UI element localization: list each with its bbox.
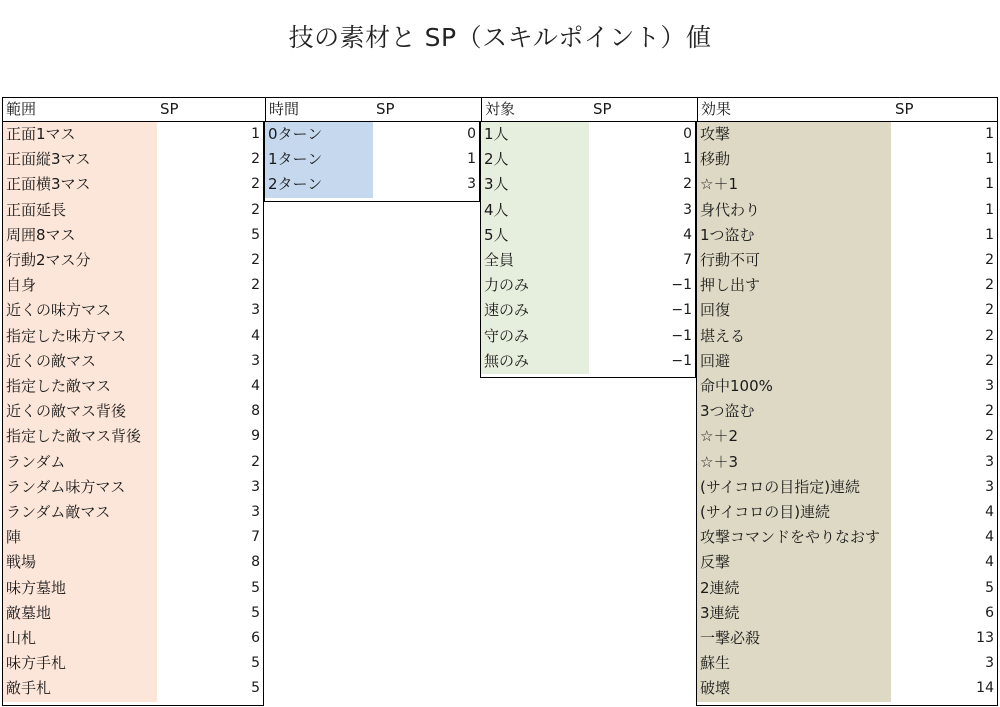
range-sp-value: 2 [251, 277, 260, 294]
header-effect-sp: SP [895, 100, 914, 118]
range-row [3, 198, 263, 223]
target-row [481, 298, 695, 323]
effect-row [697, 450, 997, 475]
range-row [3, 475, 263, 500]
effect-row [697, 122, 997, 147]
range-sp-value: 3 [251, 504, 260, 520]
target-sp-value: 0 [683, 126, 692, 142]
range-sp-value: 3 [251, 302, 260, 319]
range-sp-value: 2 [251, 151, 260, 168]
effect-row [697, 651, 997, 676]
target-sp-value: 7 [683, 252, 692, 268]
range-label: 敵墓地 [3, 601, 157, 626]
range-sp-value: 5 [251, 604, 260, 621]
range-sp-value: 1 [251, 126, 260, 142]
time-sp-value: 0 [467, 126, 476, 142]
range-row [3, 298, 263, 323]
effect-label: 堪える [697, 324, 891, 349]
effect-row [697, 576, 997, 601]
range-sp-value: 2 [251, 453, 260, 470]
target-label: 力のみ [481, 273, 589, 298]
header-divider [481, 98, 482, 121]
range-label: 正面延長 [3, 198, 157, 223]
range-row [3, 273, 263, 298]
range-row [3, 223, 263, 248]
range-row [3, 424, 263, 449]
range-sp-value: 5 [251, 680, 260, 697]
range-row [3, 122, 263, 147]
target-sp-value: −1 [671, 352, 692, 369]
target-sp-value: −1 [671, 327, 692, 344]
target-row [481, 147, 695, 172]
header-divider [697, 98, 698, 121]
range-label: 正面縦3マス [3, 147, 157, 172]
range-row [3, 626, 263, 651]
effect-row [697, 248, 997, 273]
range-sp-value: 2 [251, 201, 260, 218]
effect-label: (サイコロの目)連続 [697, 500, 891, 525]
range-label: ランダム [3, 450, 157, 475]
range-label: 近くの敵マス背後 [3, 399, 157, 424]
range-label: 陣 [3, 525, 157, 550]
effect-sp-value: 14 [976, 680, 994, 697]
range-label: 戦場 [3, 550, 157, 575]
range-label: 味方墓地 [3, 576, 157, 601]
effect-row [697, 475, 997, 500]
range-label: 行動2マス分 [3, 248, 157, 273]
effect-label: 1つ盗む [697, 223, 891, 248]
range-row [3, 676, 263, 701]
effect-sp-value: 1 [985, 151, 994, 168]
effect-sp-value: 1 [985, 226, 994, 243]
time-label: 0ターン [265, 122, 373, 147]
range-label: 指定した敵マス背後 [3, 424, 157, 449]
effect-label: 移動 [697, 147, 891, 172]
range-label: 味方手札 [3, 651, 157, 676]
range-label: 山札 [3, 626, 157, 651]
target-sp-value: 1 [683, 151, 692, 168]
effect-sp-value: 3 [985, 478, 994, 495]
target-sp-value: −1 [671, 277, 692, 294]
time-label: 1ターン [265, 147, 373, 172]
effect-sp-value: 2 [985, 403, 994, 420]
range-label: 正面1マス [3, 122, 157, 147]
header-range-sp: SP [160, 100, 179, 118]
range-label: 自身 [3, 273, 157, 298]
range-row [3, 651, 263, 676]
range-row [3, 450, 263, 475]
effect-label: 2連続 [697, 576, 891, 601]
effect-sp-value: 6 [985, 604, 994, 621]
effect-sp-value: 3 [985, 453, 994, 470]
range-label: ランダム敵マス [3, 500, 157, 525]
range-row [3, 500, 263, 525]
effect-sp-value: 5 [985, 579, 994, 596]
time-sp-value: 1 [467, 151, 476, 168]
time-row [265, 122, 479, 147]
range-label: 近くの味方マス [3, 298, 157, 323]
target-sp-value: 4 [683, 226, 692, 243]
effect-label: 回避 [697, 349, 891, 374]
range-sp-value: 5 [251, 579, 260, 596]
effect-label: 押し出す [697, 273, 891, 298]
range-sp-value: 8 [251, 403, 260, 420]
target-row [481, 349, 695, 374]
range-section [2, 122, 264, 706]
header-target-sp: SP [593, 100, 612, 118]
effect-label: 攻撃 [697, 122, 891, 147]
range-sp-value: 5 [251, 226, 260, 243]
range-row [3, 601, 263, 626]
page-title: 技の素材と SP（スキルポイント）値 [288, 23, 712, 52]
effect-label: 破壊 [697, 676, 891, 701]
range-row [3, 324, 263, 349]
effect-row [697, 399, 997, 424]
target-label: 守のみ [481, 324, 589, 349]
effect-sp-value: 4 [985, 529, 994, 546]
range-row [3, 550, 263, 575]
effect-row [697, 374, 997, 399]
range-label: 指定した味方マス [3, 324, 157, 349]
time-sp-value: 3 [467, 176, 476, 193]
effect-sp-value: 13 [976, 630, 994, 646]
target-label: 速のみ [481, 298, 589, 323]
range-label: 敵手札 [3, 676, 157, 701]
range-label: 正面横3マス [3, 172, 157, 197]
effect-label: 行動不可 [697, 248, 891, 273]
target-section [480, 122, 696, 378]
effect-row [697, 349, 997, 374]
target-row [481, 273, 695, 298]
time-row [265, 172, 479, 197]
target-row [481, 122, 695, 147]
header-time: 時間 [269, 100, 300, 118]
effect-label: (サイコロの目指定)連続 [697, 475, 891, 500]
effect-sp-value: 2 [985, 327, 994, 344]
range-row [3, 248, 263, 273]
effect-label: 反撃 [697, 550, 891, 575]
effect-row [697, 676, 997, 701]
effect-label: 命中100% [697, 374, 891, 399]
range-sp-value: 2 [251, 252, 260, 268]
effect-sp-value: 2 [985, 428, 994, 445]
target-row [481, 172, 695, 197]
effect-label: 3つ盗む [697, 399, 891, 424]
range-sp-value: 5 [251, 655, 260, 672]
effect-label: ☆＋1 [697, 172, 891, 197]
target-row [481, 223, 695, 248]
effect-row [697, 198, 997, 223]
target-label: 無のみ [481, 349, 589, 374]
range-label: 周囲8マス [3, 223, 157, 248]
effect-sp-value: 1 [985, 176, 994, 193]
range-sp-value: 3 [251, 478, 260, 495]
effect-label: 一撃必殺 [697, 626, 891, 651]
range-sp-value: 4 [251, 327, 260, 344]
target-sp-value: −1 [671, 302, 692, 319]
effect-row [697, 172, 997, 197]
effect-row [697, 147, 997, 172]
effect-label: 蘇生 [697, 651, 891, 676]
effect-label: 3連続 [697, 601, 891, 626]
effect-sp-value: 3 [985, 655, 994, 672]
header-range: 範囲 [6, 100, 37, 118]
effect-sp-value: 2 [985, 352, 994, 369]
range-sp-value: 2 [251, 176, 260, 193]
range-sp-value: 3 [251, 352, 260, 369]
range-sp-value: 8 [251, 554, 260, 571]
target-label: 1人 [481, 122, 589, 147]
effect-sp-value: 2 [985, 302, 994, 319]
range-sp-value: 6 [251, 630, 260, 646]
effect-sp-value: 2 [985, 277, 994, 294]
effect-row [697, 525, 997, 550]
target-row [481, 324, 695, 349]
range-row [3, 374, 263, 399]
effect-section [696, 122, 998, 706]
target-label: 5人 [481, 223, 589, 248]
range-label: 指定した敵マス [3, 374, 157, 399]
effect-row [697, 500, 997, 525]
header-effect: 効果 [701, 100, 732, 118]
range-row [3, 172, 263, 197]
effect-sp-value: 1 [985, 126, 994, 142]
effect-label: 攻撃コマンドをやりなおす [697, 525, 891, 550]
effect-row [697, 298, 997, 323]
range-row [3, 147, 263, 172]
effect-row [697, 550, 997, 575]
effect-row [697, 626, 997, 651]
range-sp-value: 9 [251, 428, 260, 445]
target-sp-value: 3 [683, 201, 692, 218]
effect-sp-value: 4 [985, 504, 994, 520]
target-row [481, 198, 695, 223]
header-target: 対象 [485, 100, 516, 118]
target-sp-value: 2 [683, 176, 692, 193]
target-label: 4人 [481, 198, 589, 223]
target-label: 2人 [481, 147, 589, 172]
effect-sp-value: 4 [985, 554, 994, 571]
effect-sp-value: 2 [985, 252, 994, 268]
range-sp-value: 7 [251, 529, 260, 546]
target-label: 3人 [481, 172, 589, 197]
effect-label: ☆＋3 [697, 450, 891, 475]
range-row [3, 525, 263, 550]
effect-row [697, 601, 997, 626]
range-sp-value: 4 [251, 378, 260, 394]
range-row [3, 349, 263, 374]
effect-sp-value: 1 [985, 201, 994, 218]
table-header-row [2, 97, 998, 122]
range-row [3, 576, 263, 601]
time-label: 2ターン [265, 172, 373, 197]
header-time-sp: SP [376, 100, 395, 118]
effect-row [697, 223, 997, 248]
time-row [265, 147, 479, 172]
effect-label: ☆＋2 [697, 424, 891, 449]
effect-sp-value: 3 [985, 378, 994, 394]
time-section [264, 122, 480, 202]
effect-row [697, 324, 997, 349]
effect-row [697, 424, 997, 449]
header-divider [265, 98, 266, 121]
target-row [481, 248, 695, 273]
target-label: 全員 [481, 248, 589, 273]
range-label: ランダム味方マス [3, 475, 157, 500]
range-label: 近くの敵マス [3, 349, 157, 374]
effect-label: 身代わり [697, 198, 891, 223]
effect-label: 回復 [697, 298, 891, 323]
effect-row [697, 273, 997, 298]
range-row [3, 399, 263, 424]
